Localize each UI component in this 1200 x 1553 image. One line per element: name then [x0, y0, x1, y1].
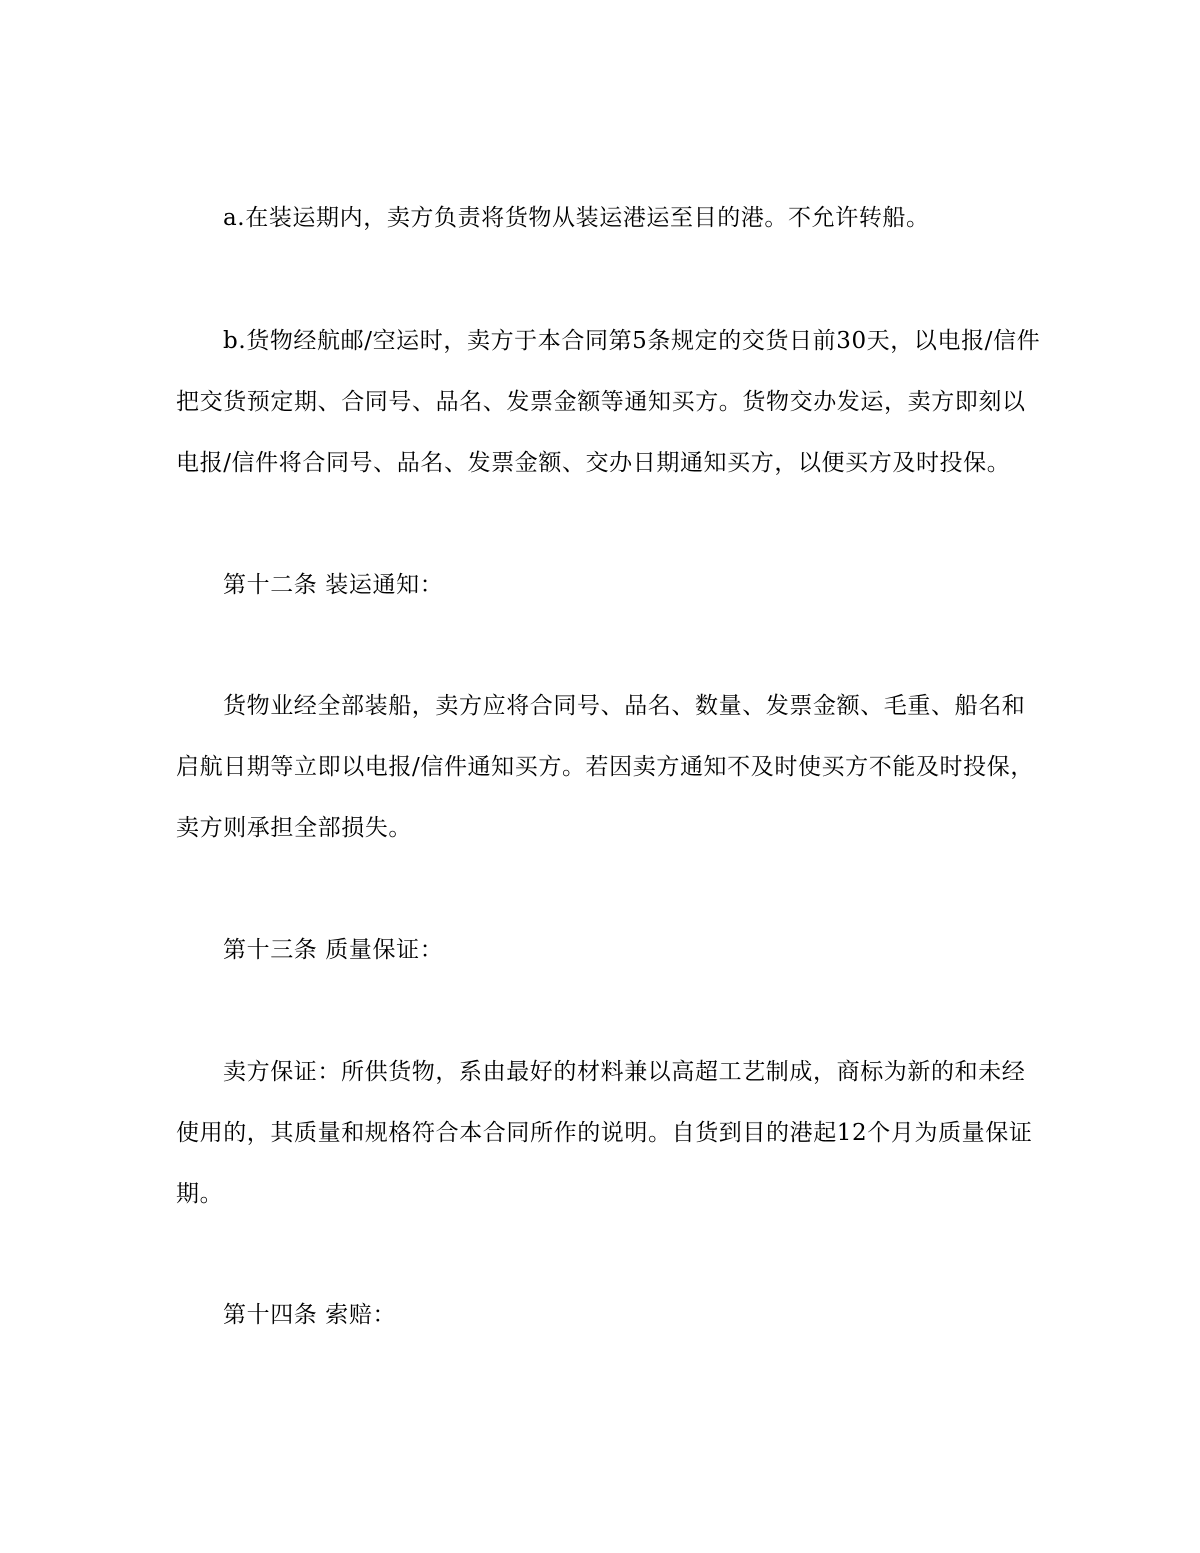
paragraph-b-line-1: b.货物经航邮/空运时，卖方于本合同第5条规定的交货日前30天，以电报/信件	[223, 328, 1041, 354]
paragraph-b-line-2: 把交货预定期、合同号、品名、发票金额等通知买方。货物交办发运，卖方即刻以	[176, 389, 1026, 415]
article-12-body-line-2: 启航日期等立即以电报/信件通知买方。若因卖方通知不及时使买方不能及时投保，	[176, 754, 1034, 780]
article-12-body-line-1: 货物业经全部装船，卖方应将合同号、品名、数量、发票金额、毛重、船名和	[223, 693, 1026, 719]
paragraph-b-line-3: 电报/信件将合同号、品名、发票金额、交办日期通知买方，以便买方及时投保。	[176, 450, 1011, 476]
article-14-heading: 第十四条 索赔：	[223, 1302, 397, 1328]
article-12-body-line-3: 卖方则承担全部损失。	[176, 815, 412, 841]
article-13-body-line-1: 卖方保证：所供货物，系由最好的材料兼以高超工艺制成，商标为新的和未经	[223, 1059, 1026, 1085]
article-13-heading: 第十三条 质量保证：	[223, 937, 444, 963]
article-13-body-line-2: 使用的，其质量和规格符合本合同所作的说明。自货到目的港起12个月为质量保证	[176, 1120, 1033, 1146]
article-13-body-line-3: 期。	[176, 1181, 224, 1207]
article-12-heading: 第十二条 装运通知：	[223, 572, 444, 598]
paragraph-a-line-1: a.在装运期内，卖方负责将货物从装运港运至目的港。不允许转船。	[223, 205, 930, 231]
